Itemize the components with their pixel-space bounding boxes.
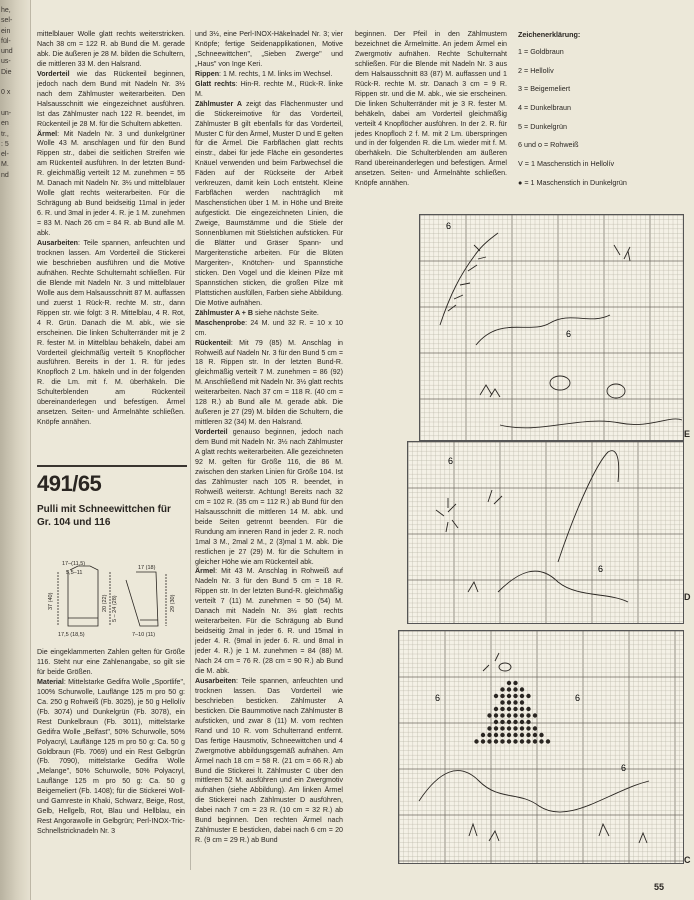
- pattern-title: Pulli mit Schneewittchen für Gr. 104 und 116: [37, 504, 171, 528]
- tree-stitch-dot: [520, 726, 524, 730]
- tree-stitch-dot: [513, 720, 517, 724]
- chart-e-grid: [420, 215, 683, 440]
- legend-title: Zeichenerklärung:: [518, 30, 581, 39]
- paragraph: [195, 70, 343, 80]
- col3-paragraphs: [355, 30, 507, 189]
- chart-e-symbol: 6: [446, 221, 452, 231]
- paragraph: [195, 80, 343, 100]
- paragraph-text: siehe nächste Seite.: [253, 308, 319, 317]
- paragraph-text: Die eingeklammerten Zahlen gelten für Größe 116. Steht nur eine Zahlenangabe, so gilt sie für beide Größen.: [37, 648, 185, 676]
- chart-c-symbol-3: 6: [621, 763, 627, 773]
- paragraph-text: : Mit 79 (85) M. Anschlag in Rohweiß auf Nadeln Nr. 3 für den Bund 5 cm = 18 R. Rippen str. In der letzten Bund-R. gleichmäßig verteilt 7 M. zunehmen = 86 (92) M. Anschließend mit Nadeln Nr. 3½ glatt rechts weiterarbeiten. Nach 37 cm = 118 R. (40 cm = 128 R.) ab Bund alle M. gerade abk. Die äußeren je 27 (29) M. bilden die Schultern, die mittleren 32 (34) M. den Halsrand.: [195, 338, 343, 427]
- paragraph-text: und 3½, eine Perl-INOX-Häkelnadel Nr. 3; vier Knöpfe; fertige Seidenapplikationen, Motive „Schneewittchen", „Sieben Zwerge" und „Haus" von Inge Keri.: [195, 30, 343, 68]
- paragraph-text: : 24 M. und 32 R. = 10 x 10 cm.: [195, 318, 343, 337]
- paragraph-text: : Mit 43 M. Anschlag in Rohweiß auf Nadeln Nr. 3 für den Bund 5 cm = 18 R. Rippen str. In der letzten Bund-R. gleichmäßig verteilt 7 (11) M. zunehmen = 50 (54) M. Danach mit Nadeln Nr. 3½ glatt rechts weiterarbeiten. Für die Schrägung ab Bund beidseitig 2mal in jeder 6. R. und 15mal in jeder 4. R. (9mal in jeder 6. R. und 8mal in jeder 4. R.) je 1 M. zunehmen = 84 (88) M. Nach 24 cm = 76 R. (28 cm = 90 R.) ab Bund die M. abk.: [195, 567, 343, 675]
- tree-stitch-dot: [494, 726, 498, 730]
- tree-stitch-dot: [513, 726, 517, 730]
- knitting-chart-e: [419, 214, 691, 441]
- paragraph-heading: Glatt rechts: [195, 79, 236, 88]
- chart-e-letter: E: [684, 429, 691, 439]
- legend-item: 2 = Hellolív: [518, 65, 554, 75]
- tree-stitch-dot: [507, 733, 511, 737]
- paragraph-text: : 1 M. rechts, 1 M. links im Wechsel.: [219, 69, 333, 78]
- chart-grid-lines: [420, 215, 683, 440]
- paragraph: [195, 309, 343, 319]
- legend-item: 6 und o = Rohweiß: [518, 140, 579, 150]
- paragraph: [195, 428, 343, 567]
- tree-stitch-dot: [526, 707, 530, 711]
- paragraph-text: beginnen. Der Pfeil in den Zählmustern bezeichnet die Ärmelmitte. An jedem Ärmel ein Zwergmotiv aufnähen. Rechte Schulternaht schließen. Für die Blende mit Nadeln Nr. 3 aus dem Halsausschnitt 83 (87) M. auffassen und 1 Rück-R. rechte M. str. Danach 3 cm = 9 R. Rippen str. und die M. abk., wie sie erscheinen. Die linken Schulterränder mit je 3 R. fester M. behäkeln, dabei am Vorderteil gleichmäßig verteilt 4 Knopflöcher ausführen. In der 2. R. für jedes Knopfloch 2 f. M. mit 2 Lm. überspringen und in der folgenden R. die Lm. wieder mit f. M. überhäkeln. Die Schulterblenden am äußeren Rand übereinanderlegen und befestigen. Ärmel ansetzen. Seiten- und Ärmelnähte schließen. Knöpfe annähen.: [355, 30, 507, 188]
- chart-c-symbol-2: 6: [575, 693, 581, 703]
- tree-stitch-dot: [520, 700, 524, 704]
- tree-stitch-dot: [487, 726, 491, 730]
- tree-stitch-dot: [507, 720, 511, 724]
- tree-stitch-dot: [507, 739, 511, 743]
- paragraph-text: : Teile spannen, anfeuchten und trocknen lassen. Das Vorderteil wie beschrieben besticken. Zählmuster A besticken. Die Baummotive nach Zählmuster B aufsticken, und zwar 8 (11) M. vom rechten Rand und 10 R. vom Schulterrand entfernt. Das fertige Hausmotiv, Schneewittchen und 4 Zwergmotive abbildungsgemäß aufnähen. Am Ärmel nach 18 cm = 58 R. (21 cm = 66 R.) ab Bund die Stickerei lt. Zählmuster C über den mittleren 52 M. ausführen und ein Zwergmotiv aufnähen (siehe Abbildung). Am linken Ärmel die Stickerei nach Zählmuster D ausführen, dabei nach 7 cm = 23 R. (10 cm = 32 R.) ab Bund beginnen. Den rechten Ärmel nach Zählmuster E besticken, dabei nach 6 cm = 20 R. (9 cm = 29 R.) ab Bund: [195, 676, 343, 845]
- tree-stitch-dot: [494, 720, 498, 724]
- tree-stitch-dot: [513, 694, 517, 698]
- tree-stitch-dot: [500, 720, 504, 724]
- chart-c-letter: C: [684, 855, 691, 865]
- paragraph: [37, 678, 185, 837]
- pattern-number: 491/65: [37, 471, 102, 496]
- paragraph: [355, 30, 507, 189]
- chart-grid-lines: [399, 631, 683, 863]
- tree-stitch-dot: [500, 739, 504, 743]
- chart-c-tree-motif: [474, 681, 550, 744]
- paragraph-heading: Rippen: [195, 69, 220, 78]
- paragraph-text: : Mit Nadeln Nr. 3 und dunkelgrüner Wolle 43 M. anschlagen und für den Bund Rippen str., dabei die seitlichen Streifen wie am Rückenteil ausführen. In der letzten Bund-R. gleichmäßig verteilt 12 M. zunehmen = 55 M. Danach mit Nadeln Nr. 3½ und mittelblauer Wolle glatt rechts weiterarbeiten. Für die Schrägung ab Bund beidseitig 11mal in jeder 6. R. und 3mal in jeder 4. R. je 1 M. zunehmen = 83 M. Nach 26 cm = 84 R. ab Bund alle M. abk.: [37, 129, 185, 238]
- paragraph-heading: Material: [37, 677, 64, 686]
- tree-stitch-dot: [526, 733, 530, 737]
- paragraph: [195, 319, 343, 339]
- schematic-label-top: 17–(11,5): [62, 561, 86, 567]
- tree-stitch-dot: [520, 739, 524, 743]
- chart-c-grid: [399, 631, 683, 863]
- tree-stitch-dot: [533, 739, 537, 743]
- paragraph-text: mittelblauer Wolle glatt rechts weiterstricken. Nach 38 cm = 122 R. ab Bund die M. gerade abk. Die äußeren je 28 M. bilden die Schultern, die mittleren 33 M. den Halsrand.: [37, 30, 185, 68]
- tree-stitch-dot: [507, 687, 511, 691]
- tree-stitch-dot: [500, 707, 504, 711]
- tree-stitch-dot: [513, 713, 517, 717]
- tree-stitch-dot: [513, 733, 517, 737]
- schematic-label-right-top: 17 (18): [138, 565, 156, 571]
- paragraph-heading: Maschenprobe: [195, 318, 246, 327]
- paragraph: [37, 70, 185, 130]
- legend-item: 4 = Dunkelbraun: [518, 103, 571, 113]
- tree-stitch-dot: [487, 733, 491, 737]
- facing-page-text: he, sel- ein fül- und us- Die 0 x un- en tr., : 5 el- M. nd: [1, 7, 13, 179]
- knitting-chart-d: [407, 441, 691, 624]
- tree-stitch-dot: [494, 707, 498, 711]
- paragraph-text: wie das Rückenteil beginnen, jedoch nach dem Bund mit Nadeln Nr. 3½ nach dem Zählmuster weiterarbeiten. Den Halsausschnitt wie eingezeichnet ausführen. Ist das Zählmuster nach 122 R. beendet, im Rückenteil je 28 M. für die Schultern abketten.: [37, 69, 185, 128]
- tree-stitch-dot: [500, 713, 504, 717]
- page-number: 55: [654, 882, 665, 892]
- paragraph-text: zeigt das Flächenmuster und die Stickereimotive für das Vorderteil, Zählmuster B gilt ebenfalls für das Vorderteil, Muster C für den Ärmel, Muster D und E gelten für die Ärmel. Die Farbflächen glatt rechts einstr., dabei für jede Fläche ein gesondertes Knäuel verwenden und beim Farbwechsel die Fäden auf der Rückseite der Arbeit verkreuzen, damit kein Loch entsteht. Kleine Farbflächen werden nachträglich mit Maschenstichen über 1 M. in Höhe und Breite aufgestickt. Die eingezeichneten Linien, die Zweige, Baumstämme und die Stiele der Sonnenblumen mit Stielstichen aufsticken. Für die Blätter und Gräser Spann- und Margeritenstiche arbeiten. Für die Blüten Margeriten-, Knötchen- und Spannstiche sticken. Den Vogel und die kleinen Pilze mit Spannstichen sticken, die großen Pilze mit Plattstichen ausfüllen, Farben siehe Abbildung. Die Motive aufnähen.: [195, 99, 343, 307]
- tree-stitch-dot: [513, 700, 517, 704]
- paragraph-heading: Ausarbeiten: [195, 676, 236, 685]
- tree-stitch-dot: [526, 726, 530, 730]
- paragraph-text: genauso beginnen, jedoch nach dem Bund mit Nadeln Nr. 3½ nach Zählmuster A glatt rechts weiterarbeiten. Alle gezeichneten 92 M. gelten für Größe 116, die 86 M. zwischen den starken Linien für Größe 104. Ist das Zählmuster nach 105 R. beendet, in Rohweiß weiterstr. Achtung! Bereits nach 32 cm = 102 R. (35 cm = 112 R.) ab Bund für den Halsausschnitt die mittleren 14 M. abk. und beide Seiten getrennt beenden. Für die Rundung am inneren Rand in jeder 2. R. noch 1mal 3 M., 2mal 2 M., 2 (3)mal 1 M. abk. Die restlichen je 27 (29) M. für die Schultern in gleicher Höhe wie am Rückenteil abk.: [195, 428, 343, 566]
- tree-stitch-dot: [513, 707, 517, 711]
- paragraph: [195, 30, 343, 70]
- chart-d-grid: [408, 442, 683, 623]
- legend-item: ● = 1 Maschenstich in Dunkelgrün: [518, 177, 627, 187]
- tree-stitch-dot: [513, 687, 517, 691]
- paragraph-heading: Ärmel: [195, 567, 216, 576]
- tree-stitch-dot: [533, 713, 537, 717]
- tree-stitch-dot: [494, 713, 498, 717]
- symbol-legend: [518, 30, 686, 197]
- paragraph: [37, 30, 185, 70]
- paragraph: [37, 130, 185, 239]
- schematic-label-bottom-right: 7–10 (11): [132, 632, 156, 638]
- tree-stitch-dot: [494, 694, 498, 698]
- tree-stitch-dot: [533, 726, 537, 730]
- instructions-column-1: [37, 30, 185, 453]
- legend-item: 3 = Beigemeliert: [518, 84, 571, 94]
- tree-stitch-dot: [520, 687, 524, 691]
- chart-grid-lines: [408, 442, 683, 623]
- tree-stitch-dot: [494, 739, 498, 743]
- schematic-label-bottom-left: 17,5 (18,5): [58, 632, 85, 638]
- paragraph-heading: Ärmel: [37, 129, 58, 138]
- paragraph-heading: Zählmuster A + B: [195, 308, 254, 317]
- tree-stitch-dot: [500, 726, 504, 730]
- schematic-label-right-height: 29 (30): [170, 594, 176, 612]
- legend-item: 1 = Goldbraun: [518, 47, 564, 56]
- tree-stitch-dot: [507, 681, 511, 685]
- chart-e-motif: [440, 233, 682, 428]
- chart-e-symbol-2: 6: [566, 329, 572, 339]
- tree-stitch-dot: [507, 726, 511, 730]
- paragraph: [195, 677, 343, 846]
- tree-stitch-dot: [513, 681, 517, 685]
- chart-d-letter: D: [684, 592, 691, 602]
- tree-stitch-dot: [507, 700, 511, 704]
- tree-stitch-dot: [520, 694, 524, 698]
- paragraph-text: : Teile spannen, anfeuchten und trocknen lassen. Am Vorderteil die Stickerei wie beschrieben ausführen und die Motive aufnähen. Rechte Schulternaht schließen. Für die Blende mit Nadeln Nr. 3 und mittelblauer Wolle aus dem Halsausschnitt 87 M. auffassen und zuerst 1 Rück-R. rechte M. str., dann Rippen str. wie folgt: 3 R. Mittelblau, 4 R. Rot, 4 R. Grün. Danach die M. abk., wie sie erscheinen. Die linken Schulterränder mit je 2 R. fester M. in Mittelblau behäkeln, dabei am Vorderteil gleichmäßig verteilt 5 Knopflöcher ausführen. Bereits in der 1. R. für jedes Knopfloch 2 Lm. häkeln und in der folgenden R. die Lm. mit f. M. überhäkeln. Die Schulterblenden am Rückenteil übereinanderlegen und befestigen. Ärmel ansetzen. Seiten- und Ärmelnähte schließen. Knöpfe annähen.: [37, 239, 185, 427]
- paragraph-heading: Rückenteil: [195, 338, 231, 347]
- tree-stitch-dot: [520, 733, 524, 737]
- tree-stitch-dot: [533, 733, 537, 737]
- chart-d-symbol: 6: [448, 456, 454, 466]
- paragraph: [37, 239, 185, 428]
- tree-stitch-dot: [481, 739, 485, 743]
- tree-stitch-dot: [487, 713, 491, 717]
- chart-d-motif: [436, 451, 628, 602]
- legend-item: 5 = Dunkelgrün: [518, 121, 567, 131]
- tree-stitch-dot: [520, 720, 524, 724]
- paragraph: [37, 648, 185, 678]
- tree-stitch-dot: [494, 733, 498, 737]
- schematic-label-mid: 20 (22): [102, 594, 108, 612]
- paragraph-heading: Vorderteil: [195, 428, 228, 437]
- tree-stitch-dot: [507, 707, 511, 711]
- paragraph: [195, 567, 343, 676]
- tree-stitch-dot: [539, 733, 543, 737]
- garment-schematic: [40, 560, 185, 640]
- chart-c-symbol: 6: [435, 693, 441, 703]
- col2-paragraphs: [195, 30, 343, 846]
- tree-stitch-dot: [474, 739, 478, 743]
- col1-paragraphs: [37, 30, 185, 428]
- paragraph-heading: Vorderteil: [37, 69, 70, 78]
- tree-stitch-dot: [526, 713, 530, 717]
- tree-stitch-dot: [520, 707, 524, 711]
- column-divider: [190, 30, 191, 870]
- tree-stitch-dot: [526, 720, 530, 724]
- tree-stitch-dot: [500, 687, 504, 691]
- instructions-column-3: [355, 30, 507, 220]
- tree-stitch-dot: [500, 700, 504, 704]
- tree-stitch-dot: [546, 739, 550, 743]
- facing-page-edge: [0, 0, 31, 900]
- paragraph: [195, 100, 343, 309]
- tree-stitch-dot: [500, 694, 504, 698]
- tree-stitch-dot: [500, 733, 504, 737]
- paragraph-heading: Ausarbeiten: [37, 239, 78, 248]
- chart-d-symbol-2: 6: [598, 564, 604, 574]
- instructions-column-1-bottom: [37, 648, 185, 873]
- heading-rule: [37, 465, 187, 467]
- schematic-label-mid2: 5 – 24 (28): [112, 595, 118, 622]
- instructions-column-2: [195, 30, 343, 863]
- tree-stitch-dot: [520, 713, 524, 717]
- tree-stitch-dot: [507, 694, 511, 698]
- paragraph-text: : Mittelstarke Gedifra Wolle „Sportlife", 100% Schurwolle, Lauflänge 125 m pro 50 g: Ca. 250 g Rohweiß (Fb. 3025), je 50 g Hellolív (Fb. 3074) und Dunkelgrün (Fb. 3078), ein Rest Dunkelbraun (Fb. 3011), mittelstarke Gedifra Wolle „Belfast", 50% Schurwolle, 50% Polyacryl, Lauflänge 125 m pro 50 g: Ca. 50 g Goldbraun (Fb. 7069) und ein Rest Gelbgrün (Fb. 7090), mittelstarke Gedifra Wolle „Melange", 50% Schurwolle, 50% Polyacryl, Lauflänge 125 m pro 50 g: Ca. 50 g Beigemeliert (Fb. 1408); für die Stickerei Woll- und Garnreste in Khaki, Schwarz, Beige, Rost, Gelb, Hellgelb, Rot, Blau und Hellblau, ein Rest Angorawolle in Gelbgrün; Perl-INOX-Tric-Schnellstricknadeln Nr. 3: [37, 677, 185, 836]
- paragraph-text: : Hin-R. rechte M., Rück-R. linke M.: [195, 79, 343, 98]
- tree-stitch-dot: [487, 739, 491, 743]
- tree-stitch-dot: [513, 739, 517, 743]
- tree-stitch-dot: [526, 739, 530, 743]
- legend-item: V = 1 Maschenstich in Hellolív: [518, 159, 615, 169]
- knitting-chart-c: [398, 630, 691, 865]
- schematic-label-height: 37 (40): [48, 592, 54, 610]
- tree-stitch-dot: [539, 739, 543, 743]
- legend-items: [518, 47, 686, 187]
- col1b-paragraphs: [37, 648, 185, 837]
- tree-stitch-dot: [481, 733, 485, 737]
- paragraph-heading: Zählmuster A: [195, 99, 243, 108]
- paragraph: [195, 339, 343, 429]
- tree-stitch-dot: [507, 713, 511, 717]
- schematic-label-top2: 5,5–11: [66, 570, 83, 576]
- tree-stitch-dot: [526, 694, 530, 698]
